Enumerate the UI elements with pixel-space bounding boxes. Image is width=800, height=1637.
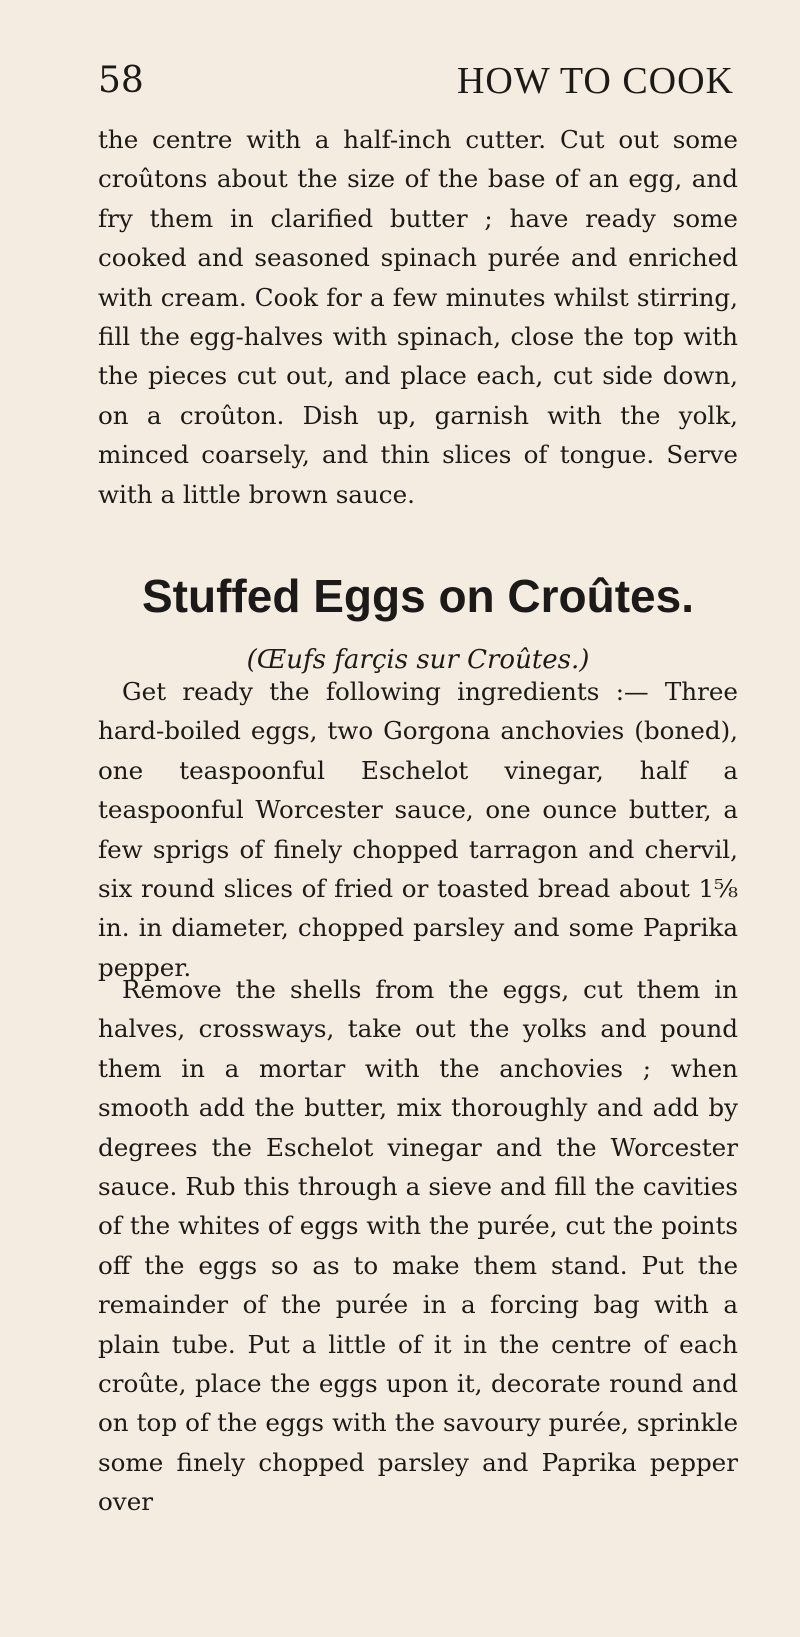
- running-title: HOW TO COOK: [456, 60, 734, 102]
- recipe-title: Stuffed Eggs on Croûtes.: [142, 570, 694, 622]
- method-paragraph: Remove the shells from the eggs, cut them in halves, crossways, take out the yolks and pound them in a mortar with the anchovies ; when smooth add the butter, mix thoroughly and add by degrees the Eschelot vinegar and the Worcester sauce. Rub this through a sieve and fill the cavities of the whites of eggs with the purée, cut the points off the eggs so as to make them stand. Put the remainder of the purée in a forcing bag with a plain tube. Put a little of it in the centre of each croûte, place the eggs upon it, decorate round and on top of the eggs with the savoury purée, sprinkle some finely chopped parsley and Paprika pepper over: [98, 975, 738, 1517]
- recipe-subtitle: (Œufs farçis sur Croûtes.): [246, 645, 590, 675]
- running-head: [98, 56, 734, 106]
- ingredients-paragraph: Get ready the following ingredients :— Three hard-boiled eggs, two Gorgona anchovies (boned), one teaspoonful Eschelot vinegar, half a teaspoonful Worcester sauce, one ounce butter, a few sprigs of finely chopped tarragon and chervil, six round slices of fried or toasted bread about 1⅝ in. in diameter, chopped parsley and some Paprika pepper.: [98, 677, 738, 982]
- page-number: 58: [98, 60, 144, 101]
- paragraph-continued: the centre with a half-inch cutter. Cut out some croûtons about the size of the base of an egg, and fry them in clarified butter ; have ready some cooked and seasoned spinach purée and enriched with cream. Cook for a few minutes whilst stirring, fill the egg-halves with spinach, close the top with the pieces cut out, and place each, cut side down, on a croûton. Dish up, garnish with the yolk, minced coarsely, and thin slices of tongue. Serve with a little brown sauce.: [98, 125, 738, 509]
